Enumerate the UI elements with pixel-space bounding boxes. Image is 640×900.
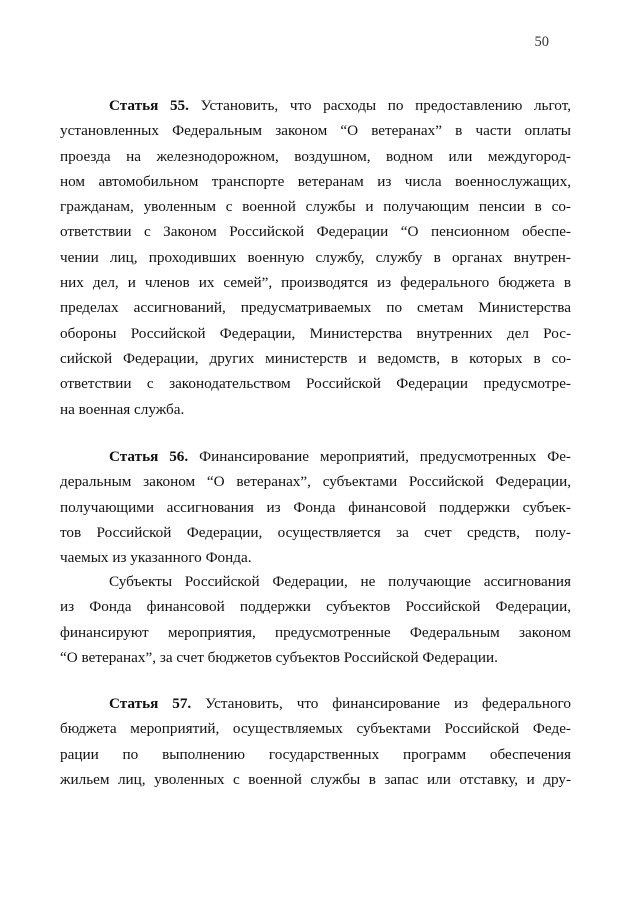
article-56 [60,444,571,570]
article-text: Установить, что расходы по предоставлению льгот, [188,97,571,114]
page-number: 50 [534,34,549,50]
text-line: них дел, и членов их семей”, производятся из федерального бюджета в [60,274,571,292]
text-line: установленных Федеральным законом “О ветеранах” в части оплаты [60,122,571,140]
article-57 [60,691,571,792]
article-heading: Статья 55. [109,97,189,114]
text-line: гражданам, уволенным с военной службы и получающим пенсии в со- [60,198,571,216]
text-line: тов Российской Федерации, осуществляется за счет средств, полу- [60,523,571,541]
text-line: пределах ассигнований, предусматриваемых по сметам Министерства [60,299,571,317]
text-line: получающими ассигнования из Фонда финансовой поддержки субъек- [60,498,571,516]
article-55 [60,93,571,422]
article-first-line [60,691,571,716]
paragraph-first-line: Субъекты Российской Федерации, не получающие ассигнования [109,573,571,590]
text-line: “О ветеранах”, за счет бюджетов субъектов Российской Федерации. [60,648,498,666]
article-56-paragraph-2 [60,569,571,670]
text-line: бюджета мероприятий, осуществляемых субъектами Российской Феде- [60,720,571,738]
article-heading: Статья 56. [109,448,189,465]
text-line: чении лиц, проходивших военную службу, службу в органах внутрен- [60,248,571,266]
article-first-line [60,93,571,118]
text-line: деральным законом “О ветеранах”, субъектами Российской Федерации, [60,473,571,491]
text-line: ном автомобильном транспорте ветеранам из числа военнослужащих, [60,172,571,190]
text-line: финансируют мероприятия, предусмотренные Федеральным законом [60,623,571,641]
text-line: на военная служба. [60,400,185,418]
article-first-line [60,444,571,469]
text-line: рации по выполнению государственных программ обеспечения [60,745,571,763]
text-line: проезда на железнодорожном, воздушном, водном или междугород- [60,147,571,165]
text-line: ответствии с Законом Российской Федерации “О пенсионном обеспе- [60,223,571,241]
article-text: Установить, что финансирование из федерального [191,695,571,712]
text-line: сийской Федерации, других министерств и ведомств, в которых в со- [60,349,571,367]
text-line: из Фонда финансовой поддержки субъектов Российской Федерации, [60,598,571,616]
text-line: жильем лиц, уволенных с военной службы в запас или отставку, и дру- [60,770,571,788]
text-line: обороны Российской Федерации, Министерства внутренних дел Рос- [60,324,571,342]
article-heading: Статья 57. [109,695,192,712]
article-text: Финансирование мероприятий, предусмотренных Фе- [188,448,571,465]
text-line: чаемых из указанного Фонда. [60,549,252,567]
text-line: ответствии с законодательством Российской Федерации предусмотре- [60,375,571,393]
